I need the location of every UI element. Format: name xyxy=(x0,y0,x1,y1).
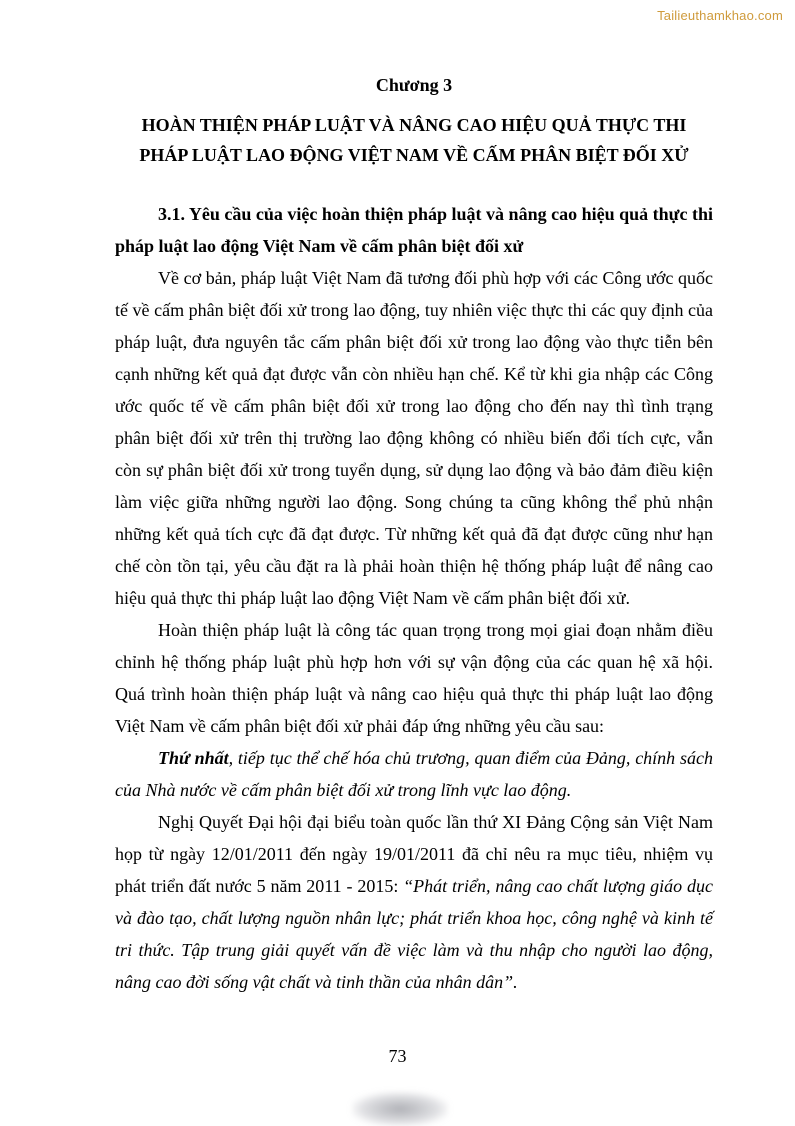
page-number: 73 xyxy=(388,1046,407,1066)
paragraph-4-normal: Nghị Quyết Đại hội đại biểu toàn quốc lần thứ XI Đảng Cộng sản Việt Nam họp từ ngày 12/01/2011 đến ngày 19/01/2011 đã chỉ nêu ra mục tiêu, nhiệm vụ phát triển đất nước 5 năm 2011 - 2015: xyxy=(115,812,713,896)
chapter-title-line1: HOÀN THIỆN PHÁP LUẬT VÀ NÂNG CAO HIỆU QUẢ THỰC THI xyxy=(141,115,687,135)
paragraph-3 xyxy=(115,742,713,806)
chapter-title-line2: PHÁP LUẬT LAO ĐỘNG VIỆT NAM VỀ CẤM PHÂN BIỆT ĐỐI XỬ xyxy=(139,145,689,165)
chapter-title xyxy=(115,110,713,170)
page-content xyxy=(115,72,713,998)
paragraph-3-lead: Thứ nhất xyxy=(158,748,229,768)
blurred-logo-watermark xyxy=(352,1092,448,1126)
chapter-label: Chương 3 xyxy=(375,75,453,95)
paragraph-2: Hoàn thiện pháp luật là công tác quan trọng trong mọi giai đoạn nhằm điều chỉnh hệ thống pháp luật phù hợp hơn với sự vận động của các quan hệ xã hội. Quá trình hoàn thiện pháp luật và nâng cao hiệu quả thực thi pháp luật lao động Việt Nam về cấm phân biệt đối xử phải đáp ứng những yêu cầu sau: xyxy=(115,620,713,736)
paragraph-1: Về cơ bản, pháp luật Việt Nam đã tương đối phù hợp với các Công ước quốc tế về cấm phân biệt đối xử trong lao động, tuy nhiên việc thực thi các quy định của pháp luật, đưa nguyên tắc cấm phân biệt đối xử trong lao động vào thực tiễn bên cạnh những kết quả đạt được vẫn còn nhiều hạn chế. Kể từ khi gia nhập các Công ước quốc tế về cấm phân biệt đối xử trong lao động cho đến nay thì tình trạng phân biệt đối xử trên thị trường lao động không có nhiều biến đổi tích cực, vẫn còn sự phân biệt đối xử trong tuyển dụng, sử dụng lao động và bảo đảm điều kiện làm việc giữa những người lao động. Song chúng ta cũng không thể phủ nhận những kết quả tích cực đã đạt được. Từ những kết quả đã đạt được cũng như hạn chế còn tồn tại, yêu cầu đặt ra là phải hoàn thiện hệ thống pháp luật để nâng cao hiệu quả thực thi pháp luật lao động Việt Nam về cấm phân biệt đối xử. xyxy=(115,268,713,608)
section-heading-3-1: 3.1. Yêu cầu của việc hoàn thiện pháp luật và nâng cao hiệu quả thực thi pháp luật lao động Việt Nam về cấm phân biệt đối xử xyxy=(115,204,713,256)
paragraph-4-quote: “Phát triển, nâng cao chất lượng giáo dục và đào tạo, chất lượng nguồn nhân lực; phát triển khoa học, công nghệ và kinh tế tri thức. Tập trung giải quyết vấn đề việc làm và thu nhập cho người lao động, nâng cao đời sống vật chất và tinh thần của nhân dân”. xyxy=(115,876,713,992)
site-watermark: Tailieuthamkhao.com xyxy=(657,8,783,23)
paragraph-4 xyxy=(115,806,713,998)
paragraph-3-rest: , tiếp tục thể chế hóa chủ trương, quan điểm của Đảng, chính sách của Nhà nước về cấm phân biệt đối xử trong lĩnh vực lao động. xyxy=(115,748,713,800)
